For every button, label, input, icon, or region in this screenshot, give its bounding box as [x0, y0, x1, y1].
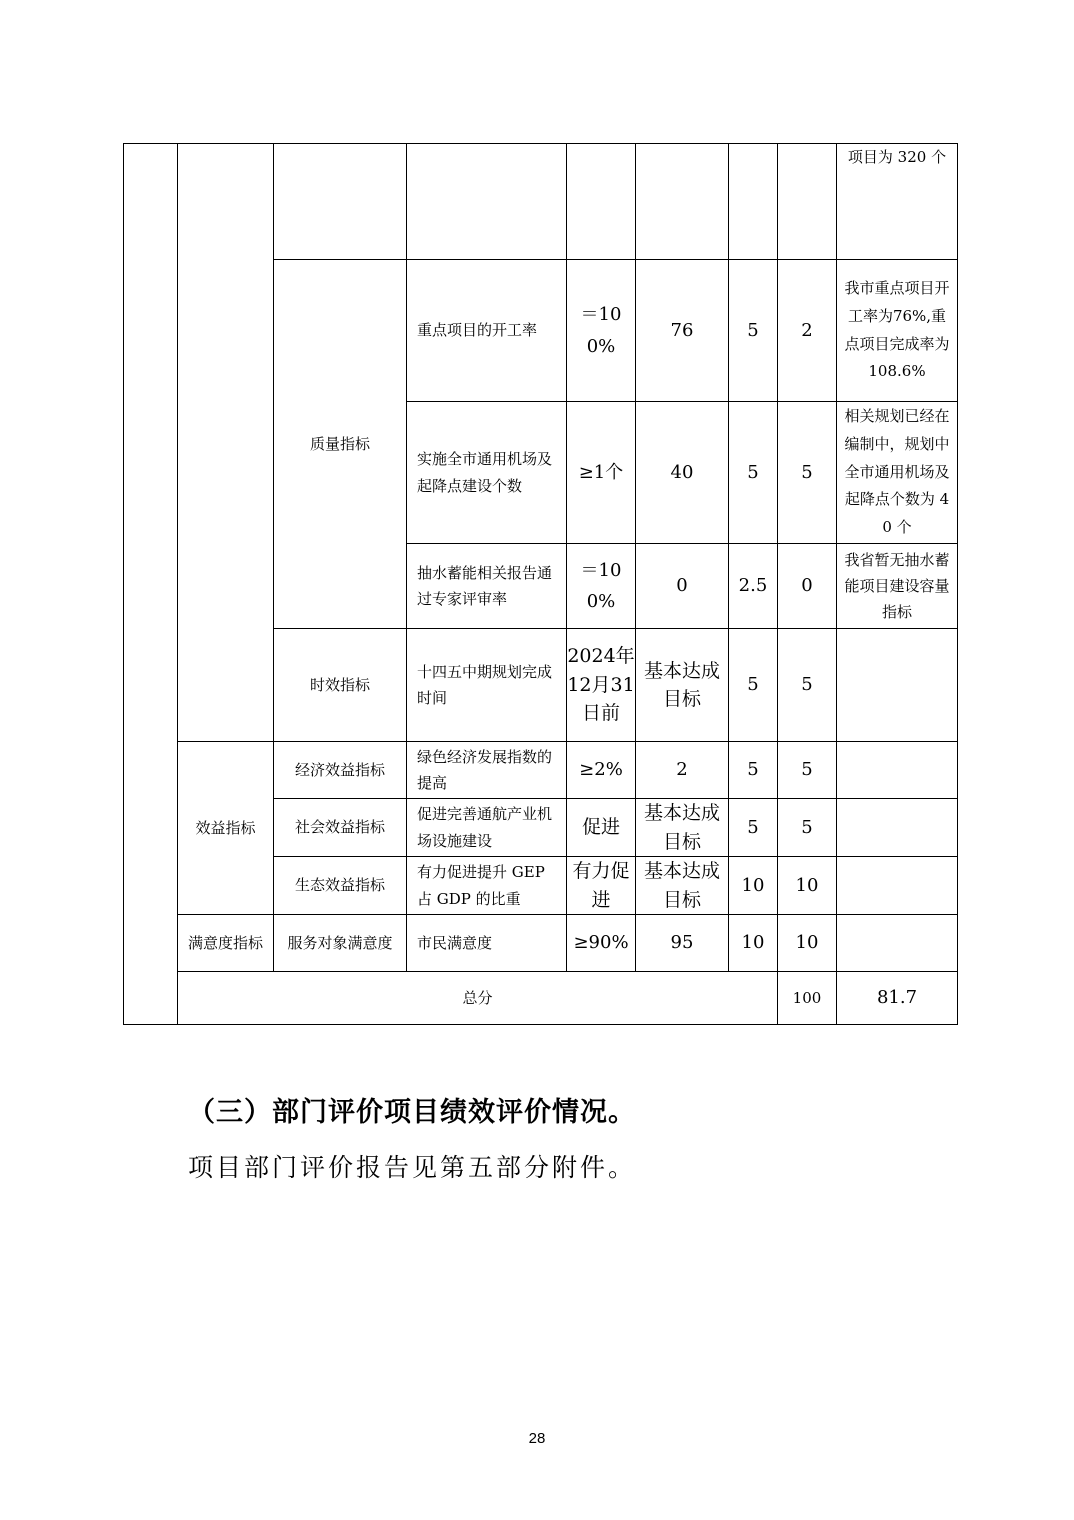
table-row: [124, 915, 958, 972]
actual-cell: 基本达成目标: [636, 629, 729, 742]
score-cell: 10: [778, 915, 837, 972]
weight-cell: 5: [729, 799, 778, 857]
actual-cell: 基本达成目标: [636, 857, 729, 915]
note-cell: [837, 629, 958, 742]
score-cell: 5: [778, 629, 837, 742]
total-weight: 100: [778, 972, 837, 1025]
target-cell: [567, 144, 636, 260]
secondary-indicator-cell: 满意度指标: [178, 915, 274, 972]
indicator-cell: 十四五中期规划完成时间: [407, 629, 567, 742]
indicator-cell: 实施全市通用机场及起降点建设个数: [407, 402, 567, 544]
indicator-cell: 促进完善通航产业机场设施建设: [407, 799, 567, 857]
score-cell: 0: [778, 544, 837, 629]
target-cell: ≥90%: [567, 915, 636, 972]
actual-cell: [636, 144, 729, 260]
secondary-indicator-cell: 效益指标: [178, 742, 274, 915]
actual-cell: 基本达成目标: [636, 799, 729, 857]
indicator-cell: 重点项目的开工率: [407, 260, 567, 402]
page-number: 28: [528, 1430, 546, 1447]
weight-cell: 5: [729, 260, 778, 402]
indicator-cell: 有力促进提升 GEP 占 GDP 的比重: [407, 857, 567, 915]
table-row: [124, 742, 958, 799]
actual-cell: 76: [636, 260, 729, 402]
total-score: 81.7: [837, 972, 958, 1025]
target-cell: ≥1个: [567, 402, 636, 544]
score-cell: 5: [778, 742, 837, 799]
weight-cell: 2.5: [729, 544, 778, 629]
score-cell: 2: [778, 260, 837, 402]
tertiary-cell: 经济效益指标: [274, 742, 407, 799]
total-label: 总分: [178, 972, 778, 1025]
tertiary-cell: 时效指标: [274, 629, 407, 742]
secondary-indicator-cell: [178, 144, 274, 742]
tertiary-cell: 生态效益指标: [274, 857, 407, 915]
score-cell: 5: [778, 799, 837, 857]
weight-cell: 10: [729, 857, 778, 915]
note-cell: [837, 799, 958, 857]
indicator-cell: 抽水蓄能相关报告通过专家评审率: [407, 544, 567, 629]
weight-cell: 5: [729, 629, 778, 742]
note-cell: 我省暂无抽水蓄能项目建设容量指标: [837, 544, 958, 629]
target-cell: 有力促进: [567, 857, 636, 915]
tertiary-cell: 服务对象满意度: [274, 915, 407, 972]
target-cell: ≥2%: [567, 742, 636, 799]
table-row: [124, 144, 958, 260]
weight-cell: 10: [729, 915, 778, 972]
target-cell: 2024年12月31日前: [567, 629, 636, 742]
note-cell: [837, 742, 958, 799]
score-cell: 5: [778, 402, 837, 544]
primary-indicator-cell: [124, 144, 178, 1025]
tertiary-cell: 社会效益指标: [274, 799, 407, 857]
section-heading: （三）部门评价项目绩效评价情况。: [188, 1097, 636, 1128]
target-cell: ＝100%: [567, 260, 636, 402]
indicator-cell: 市民满意度: [407, 915, 567, 972]
actual-cell: 95: [636, 915, 729, 972]
score-cell: [778, 144, 837, 260]
target-cell: 促进: [567, 799, 636, 857]
total-row: [124, 972, 958, 1025]
weight-cell: 5: [729, 402, 778, 544]
performance-table: [123, 143, 958, 1025]
body-paragraph: 项目部门评价报告见第五部分附件。: [188, 1153, 637, 1182]
actual-cell: 2: [636, 742, 729, 799]
actual-cell: 0: [636, 544, 729, 629]
note-cell: [837, 915, 958, 972]
weight-cell: [729, 144, 778, 260]
note-cell: 相关规划已经在编制中，规划中全市通用机场及起降点个数为 40 个: [837, 402, 958, 544]
tertiary-cell: [274, 144, 407, 260]
note-cell: 我市重点项目开工率为76%,重点项目完成率为108.6%: [837, 260, 958, 402]
note-cell: [837, 857, 958, 915]
tertiary-cell: 质量指标: [274, 260, 407, 629]
target-cell: ＝100%: [567, 544, 636, 629]
indicator-cell: 绿色经济发展指数的提高: [407, 742, 567, 799]
weight-cell: 5: [729, 742, 778, 799]
indicator-cell: [407, 144, 567, 260]
actual-cell: 40: [636, 402, 729, 544]
score-cell: 10: [778, 857, 837, 915]
note-cell: 项目为 320 个: [837, 144, 958, 260]
